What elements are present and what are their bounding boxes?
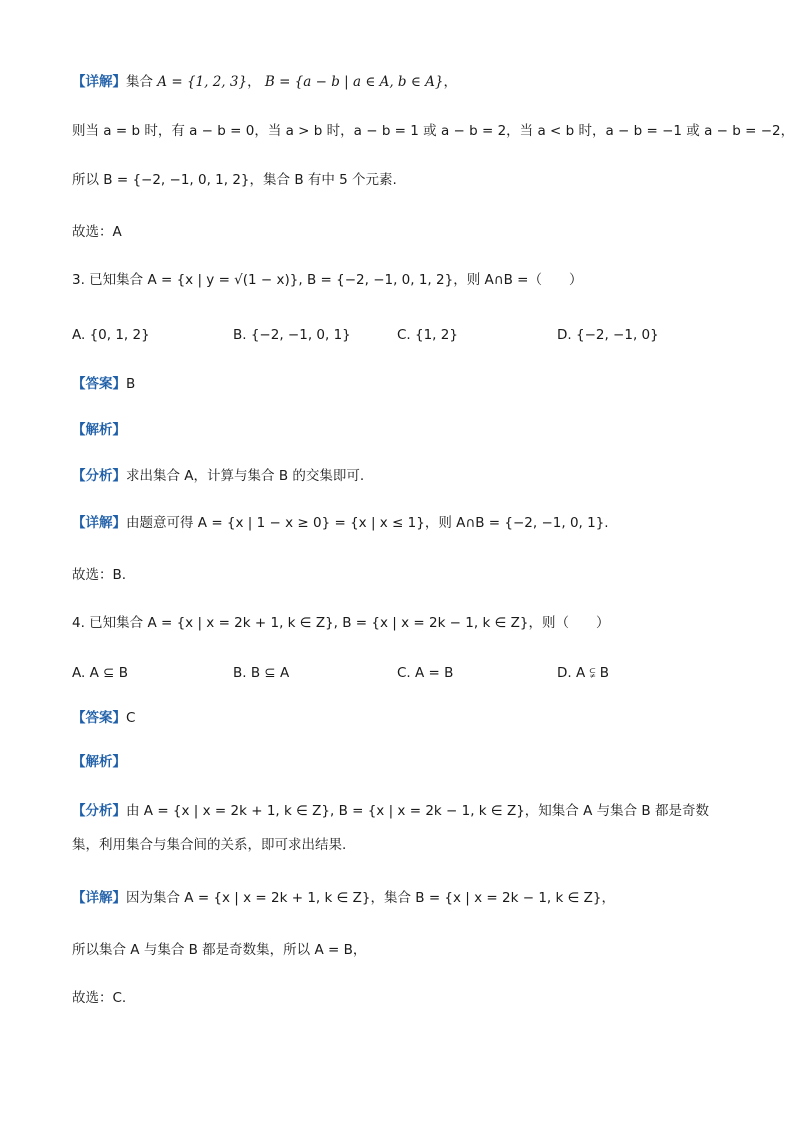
separator: ， xyxy=(247,74,261,90)
answer-tag: 【答案】 xyxy=(72,710,126,726)
q4-xiangjie-line xyxy=(72,888,615,908)
xiangjie-tag: 【详解】 xyxy=(72,515,126,531)
set-b-definition: B = {a − b | a ∈ A, b ∈ A} xyxy=(264,74,444,90)
fenxi-text: 求出集合 A，计算与集合 B 的交集即可. xyxy=(126,468,365,484)
detail-text: 集合 xyxy=(126,74,153,90)
q4-option-a: A. A ⊆ B xyxy=(72,665,128,681)
q3-fenxi-line xyxy=(72,466,364,486)
set-a-definition: A = {1, 2, 3} xyxy=(157,74,248,90)
fenxi-tag: 【分析】 xyxy=(72,468,126,484)
q4-fenxi-paragraph xyxy=(72,794,722,862)
q4-conclusion-line: 所以集合 A 与集合 B 都是奇数集，所以 A = B， xyxy=(72,942,367,958)
answer-value: B xyxy=(126,376,136,392)
q4-option-d: D. A ⫋ B xyxy=(557,665,609,681)
xiangjie-text: 因为集合 A = {x | x = 2k + 1, k ∈ Z}，集合 B = {x | x = 2k − 1, k ∈ Z}， xyxy=(126,890,615,906)
q3-option-b: B. {−2, −1, 0, 1} xyxy=(233,327,351,343)
separator: ， xyxy=(443,74,457,90)
q3-option-d: D. {−2, −1, 0} xyxy=(557,327,659,343)
xiangjie-tag: 【详解】 xyxy=(72,890,126,906)
q4-option-b: B. B ⊆ A xyxy=(233,665,290,681)
fenxi-tag: 【分析】 xyxy=(72,803,126,819)
analysis-tag: 【解析】 xyxy=(72,754,126,770)
q4-choice-line: 故选：C. xyxy=(72,990,127,1006)
question-4-stem: 4. 已知集合 A = {x | x = 2k + 1, k ∈ Z}, B = {x | x = 2k − 1, k ∈ Z}，则（ ） xyxy=(72,615,610,631)
detail-line-1 xyxy=(72,72,457,92)
detail-line-3: 所以 B = {−2, −1, 0, 1, 2}，集合 B 有中 5 个元素. xyxy=(72,172,397,188)
question-3-stem: 3. 已知集合 A = {x | y = √(1 − x)}, B = {−2, −1, 0, 1, 2}，则 A∩B =（ ） xyxy=(72,272,583,288)
analysis-tag: 【解析】 xyxy=(72,422,126,438)
detail-line-2: 则当 a = b 时，有 a − b = 0，当 a > b 时，a − b = 1 或 a − b = 2，当 a < b 时，a − b = −1 或 a − b = −2， xyxy=(72,123,794,139)
q4-analysis-heading xyxy=(72,752,126,772)
q3-choice-line: 故选：B. xyxy=(72,567,127,583)
q3-xiangjie-line xyxy=(72,513,609,533)
answer-tag: 【答案】 xyxy=(72,376,126,392)
q3-option-c: C. {1, 2} xyxy=(397,327,458,343)
xiangjie-text: 由题意可得 A = {x | 1 − x ≥ 0} = {x | x ≤ 1}，则 A∩B = {−2, −1, 0, 1}. xyxy=(126,515,609,531)
fenxi-text: 由 A = {x | x = 2k + 1, k ∈ Z}, B = {x | x = 2k − 1, k ∈ Z}，知集合 A 与集合 B 都是奇数集，利用集合与集合间的关系，即可求出结果. xyxy=(72,803,709,853)
choice-line: 故选：A xyxy=(72,224,122,240)
q4-option-c: C. A = B xyxy=(397,665,454,681)
q3-answer-line xyxy=(72,374,135,394)
detail-tag: 【详解】 xyxy=(72,74,126,90)
q3-option-a: A. {0, 1, 2} xyxy=(72,327,150,343)
q3-analysis-heading xyxy=(72,420,126,440)
q4-answer-line xyxy=(72,708,135,728)
answer-value: C xyxy=(126,710,136,726)
